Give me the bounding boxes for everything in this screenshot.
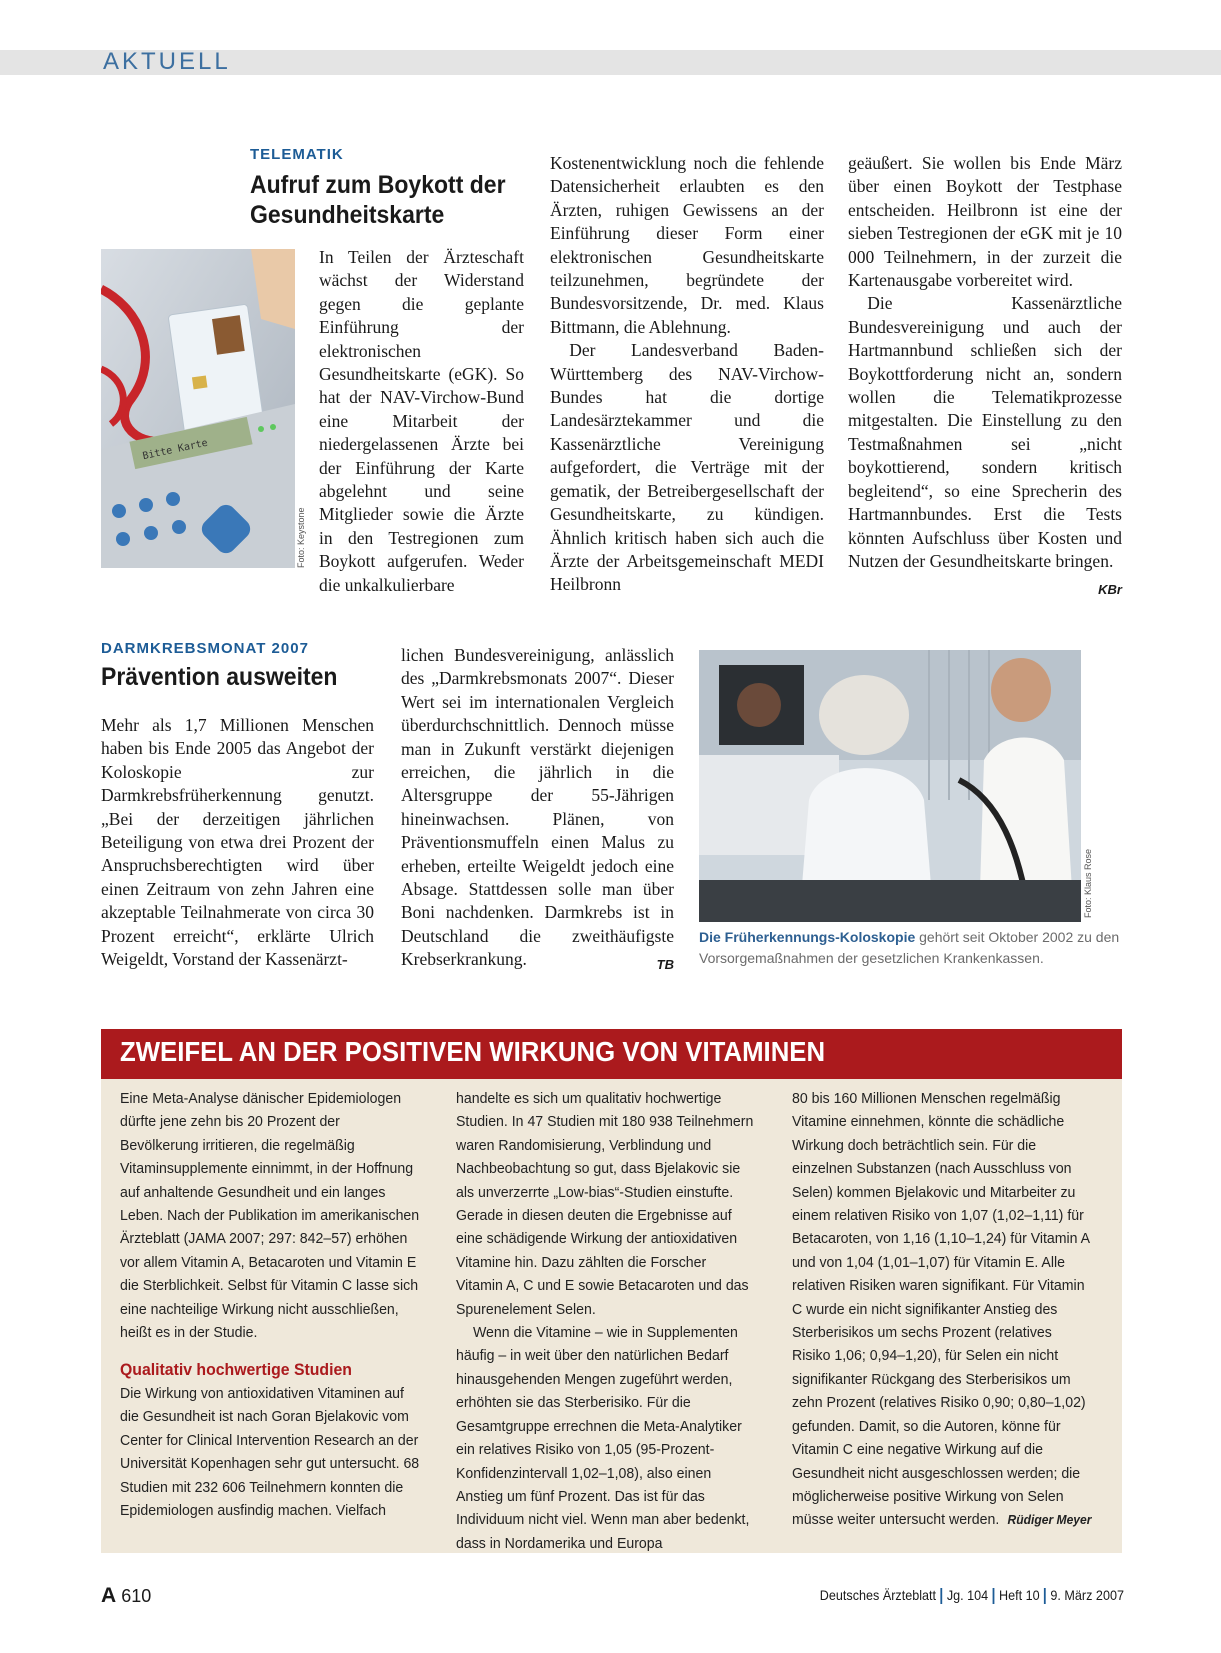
photo-credit: Foto: Keystone <box>296 507 306 568</box>
article-headline: Prävention ausweiten <box>101 663 338 691</box>
section-label: AKTUELL <box>103 48 231 75</box>
photo-health-card-reader <box>101 249 295 568</box>
photo-colonoscopy <box>699 650 1081 922</box>
box-column-2 <box>456 1087 755 1555</box>
article-column-1 <box>319 246 524 597</box>
journal-date: 9. März 2007 <box>1050 1587 1124 1603</box>
paragraph: Der Landesverband Baden-Württemberg des NAV-Virchow-Bundes hat die dortige Landesärztekammer und die Kassenärztliche Vereinigung aufgefordert, die Verträge mit der gematik, der Betreibergesellschaft der Gesundheitskarte, zu kündigen. Ähnlich kritisch haben sich auch die Ärzte der Arbeitsgemeinschaft MEDI Heilbronn <box>550 340 824 595</box>
box-column-1 <box>120 1087 419 1522</box>
info-box-title: ZWEIFEL AN DER POSITIVEN WIRKUNG VON VITAMINEN <box>120 1036 826 1067</box>
box-column-3 <box>792 1087 1091 1532</box>
paragraph: 80 bis 160 Millionen Menschen regelmäßig Vitamine einnehmen, könnte die schädliche Wirkung doch beträchtlich sein. Für die einzelnen Substanzen (nach Ausschluss von Selen) kommen Bjelakovic und Mitarbeiter zu einem relativen Risiko von 1,07 (1,02–1,11) für Betacaroten, von 1,16 (1,10–1,24) für Vitamin A und von 1,04 (1,01–1,07) für Vitamin E. Alle relativen Risiken waren signifikant. Für Vitamin C wurde ein nicht signifikanter Anstieg des Sterberisikos um sechs Prozent (relatives Risiko 1,06; 0,94–1,20), für Selen ein nicht signifikanter Rückgang des Sterberisikos um zehn Prozent (relatives Risiko 0,90; 0,80–1,02) gefunden. Damit, so die Autoren, könne für Vitamin C eine negative Wirkung auf die Gesundheit nicht ausgeschlossen werden; die möglicherweise positive Wirkung von Selen müsse weiter untersucht werden. Rüdiger Meyer <box>792 1087 1091 1532</box>
article-column-2 <box>401 644 674 977</box>
paragraph: Wenn die Vitamine – wie in Supplementen häufig – in weit über den natürlichen Bedarf hinausgehenden Mengen zugeführt werden, erhöhten sie das Sterberisiko. Für die Gesamtgruppe errechnen die Meta-Analytiker ein relatives Risiko von 1,05 (95-Prozent-Konfidenzintervall 1,02–1,08), also einen Anstieg um fünf Prozent. Das ist für das Individuum nicht viel. Wenn man aber bedenkt, dass in Nordamerika und Europa <box>456 1324 750 1552</box>
paragraph: In Teilen der Ärzteschaft wächst der Widerstand gegen die geplante Einführung der elektronischen Gesundheitskarte (eGK). So hat der NAV-Virchow-Bund eine Mitarbeit der niedergelassenen Ärzte bei der Einführung der Karte abgelehnt und seine Mitglieder sowie die Ärzte in den Testregionen zum Boykott aufgerufen. Weder die unkalkulierbare <box>319 247 524 595</box>
headline-line: Aufruf zum Boykott der <box>250 171 506 199</box>
paragraph: Die Wirkung von antioxidativen Vitaminen auf die Gesundheit ist nach Goran Bjelakovic vom Center for Clinical Intervention Research an der Universität Kopenhagen sehr gut untersucht. 68 Studien mit 232 606 Teilnehmern konnten die Epidemiologen ausfindig machen. Vielfach <box>120 1384 420 1519</box>
journal-volume: Jg. 104 <box>946 1587 989 1603</box>
caption-text: gehört seit Oktober 2002 zu den Vorsorgemaßnahmen der gesetzlichen Krankenkassen. <box>699 929 1120 966</box>
paragraph: lichen Bundesvereinigung, anlässlich des „Darmkrebsmonats 2007“. Dieser Wert sei im internationalen Vergleich überdurchschnittlich. Dennoch müsse man in Zukunft verstärkt diejenigen erreichen, die jährlich in die Altersgruppe der 55-Jährigen hineinwachsen. Plänen, von Präventionsmuffeln einen Malus zu erheben, erteilte Weigeldt jedoch eine Absage. Stattdessen solle man über Boni nachdenken. Darmkrebs ist in Deutschland die zweithäufigste Krebserkrankung. TB <box>401 644 674 972</box>
article-column-3 <box>848 152 1122 602</box>
journal-issue: Heft 10 <box>999 1587 1040 1603</box>
headline-line: Gesundheitskarte <box>250 201 445 229</box>
article-kicker: TELEMATIK <box>250 146 344 163</box>
caption-bold: Die Früherkennungs-Koloskopie <box>699 929 916 945</box>
photo-caption <box>699 927 1129 969</box>
paragraph: geäußert. Sie wollen bis Ende März über einen Boykott der Testphase entscheiden. Heilbronn ist eine der sieben Testregionen der eGK mit je 10 000 Teilnehmern, in der zurzeit die Kartenausgabe vorbereitet wird. <box>848 153 1122 291</box>
article-kicker: DARMKREBSMONAT 2007 <box>101 640 309 657</box>
paragraph: Mehr als 1,7 Millionen Menschen haben bis Ende 2005 das Angebot der Koloskopie zur Darmkrebsfrüherkennung genutzt. „Bei der derzeitigen jährlichen Beteiligung von etwa drei Prozent der Anspruchsberechtigten wird über einen Zeitraum von zehn Jahren eine akzeptable Teilnahmerate von circa 30 Prozent erreicht“, erklärte Ulrich Weigeldt, Vorstand der Kassenärzt- <box>101 715 374 970</box>
article-headline <box>250 170 506 230</box>
journal-info <box>820 1587 1124 1604</box>
box-subheading: Qualitativ hochwertige Studien <box>120 1360 352 1380</box>
page-number: A 610 <box>101 1584 152 1607</box>
photo-credit: Foto: Klaus Rose <box>1083 848 1093 918</box>
article-column-2 <box>550 152 824 597</box>
paragraph: Kostenentwicklung noch die fehlende Datensicherheit erlaubten es den Ärzten, ruhigen Gewissens an der Einführung dieser Form einer elektronischen Gesundheitskarte teilzunehmen, begründete der Bundesvorsitzende, Dr. med. Klaus Bittmann, die Ablehnung. <box>550 153 824 337</box>
paragraph: Eine Meta-Analyse dänischer Epidemiologen dürfte jene zehn bis 20 Prozent der Bevölkerung irritieren, die regelmäßig Vitaminsupplemente einnimmt, in der Hoffnung auf anhaltende Gesundheit und ein langes Leben. Nach der Publikation im amerikanischen Ärzteblatt (JAMA 2007; 297: 842–57) erhöhen vor allem Vitamin A, Betacaroten und Vitamin E die Sterblichkeit. Selbst für Vitamin C lasse sich eine nachteilige Wirkung nicht ausschließen, heißt es in der Studie. <box>120 1090 420 1342</box>
author-signature: TB <box>656 957 674 973</box>
paragraph: handelte es sich um qualitativ hochwertige Studien. In 47 Studien mit 180 938 Teilnehmern waren Randomisierung, Verblindung und Nachbeobachtung so gut, dass Bjelakovic sie als unverzerrte „Low-bias“-Studien einstufte. Gerade in diesen deuten die Ergebnisse auf eine schädigende Wirkung der antioxidativen Vitamine hin. Dazu zählten die Forscher Vitamin A, C und E sowie Betacaroten und das Spurenelement Selen. <box>456 1090 754 1318</box>
article-column-1 <box>101 714 374 971</box>
author-signature: Rüdiger Meyer <box>1007 1512 1092 1528</box>
svg-text:Bitte Karte: Bitte Karte <box>141 437 209 463</box>
author-signature: KBr <box>1098 582 1122 598</box>
paragraph: Die Kassenärztliche Bundesvereinigung und auch der Hartmannbund schließen sich der Boykottforderung nicht an, sondern wollen die Telematikprozesse mitgestalten. Die Einstellung zu den Testmaßnahmen sei „nicht boykottierend, sondern kritisch begleitend“, so eine Sprecherin des Hartmannbundes. Erst die Tests könnten Aufschluss über Kosten und Nutzen der Gesundheitskarte bringen. KBr <box>848 292 1122 573</box>
journal-name: Deutsches Ärzteblatt <box>819 1587 937 1603</box>
